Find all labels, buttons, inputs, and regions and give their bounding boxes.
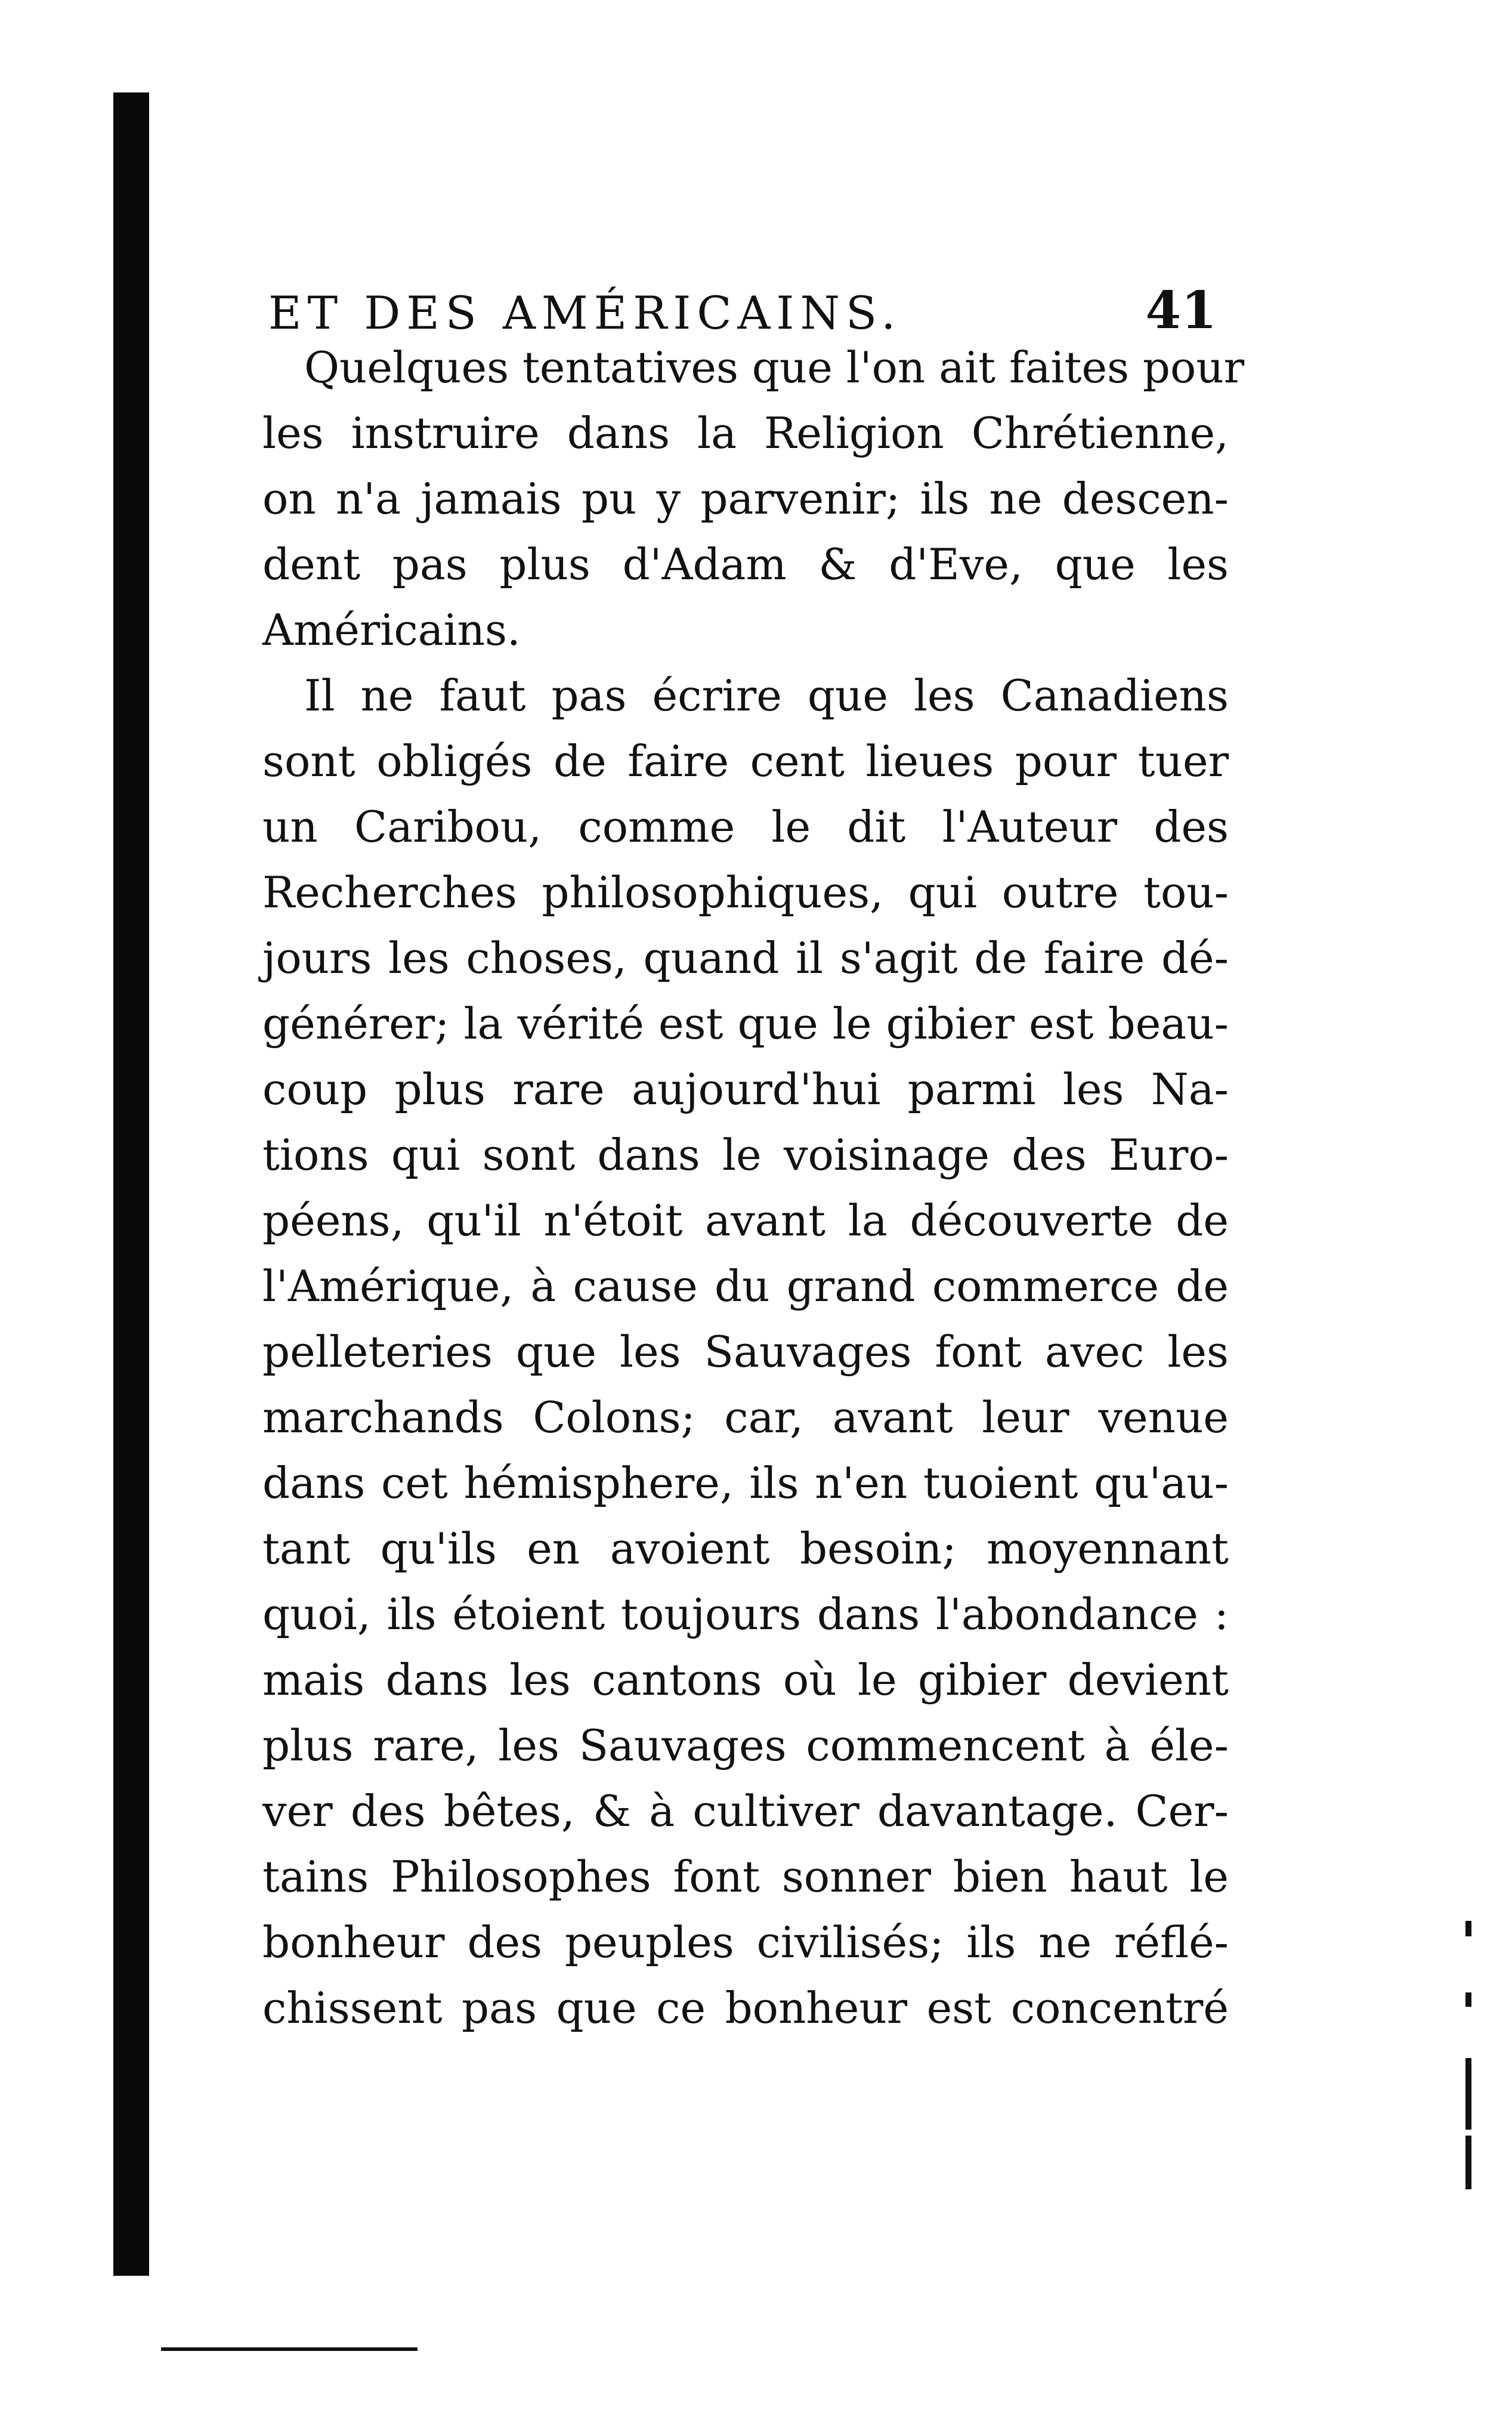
margin-specks — [1465, 1921, 1476, 2231]
text-line: Recherches philosophiques, qui outre tou- — [262, 867, 1229, 917]
text-line: bonheur des peuples civilisés; ils ne réflé- — [262, 1917, 1229, 1967]
page-header — [268, 280, 1217, 352]
speck — [1465, 2058, 1471, 2130]
text-line: sont obligés de faire cent lieues pour tuer — [262, 736, 1229, 786]
speck — [1465, 1992, 1471, 2007]
text-line: péens, qu'il n'étoit avant la découverte de — [262, 1195, 1229, 1246]
text-line: un Caribou, comme le dit l'Auteur des — [262, 802, 1229, 852]
body-text — [262, 342, 1245, 2207]
text-line: tains Philosophes font sonner bien haut le — [262, 1852, 1229, 1902]
text-line: ver des bêtes, & à cultiver davantage. Cer- — [262, 1786, 1229, 1836]
text-line: jours les choses, quand il s'agit de faire dé- — [262, 933, 1229, 983]
page-number: 41 — [1145, 280, 1217, 341]
speck — [1465, 1921, 1471, 1936]
text-line: l'Amérique, à cause du grand commerce de — [262, 1261, 1229, 1311]
text-line: Américains. — [262, 605, 521, 655]
text-line: quoi, ils étoient toujours dans l'abondance : — [262, 1589, 1229, 1639]
text-line: chissent pas que ce bonheur est concentré — [262, 1983, 1229, 2033]
text-line: on n'a jamais pu y parvenir; ils ne descen- — [262, 474, 1229, 524]
speck — [1465, 2136, 1471, 2189]
text-line: mais dans les cantons où le gibier devient — [262, 1655, 1229, 1705]
text-line: dent pas plus d'Adam & d'Eve, que les — [262, 539, 1229, 589]
text-line: dans cet hémisphere, ils n'en tuoient qu'au- — [262, 1458, 1229, 1508]
text-line: Il ne faut pas écrire que les Canadiens — [304, 671, 1229, 721]
text-line: générer; la vérité est que le gibier est beau- — [262, 999, 1229, 1049]
text-line: marchands Colons; car, avant leur venue — [262, 1392, 1229, 1442]
text-line: tant qu'ils en avoient besoin; moyennant — [262, 1524, 1229, 1574]
bottom-rule — [161, 2347, 418, 2351]
text-line: tions qui sont dans le voisinage des Euro- — [262, 1130, 1229, 1180]
running-head: ET DES AMÉRICAINS. — [268, 286, 902, 339]
text-line: pelleteries que les Sauvages font avec les — [262, 1327, 1229, 1377]
binding-edge-shadow — [113, 92, 149, 2276]
text-line: plus rare, les Sauvages commencent à éle- — [262, 1720, 1229, 1771]
text-line: les instruire dans la Religion Chrétienne, — [262, 408, 1229, 458]
text-line: coup plus rare aujourd'hui parmi les Na- — [262, 1064, 1229, 1114]
text-line: Quelques tentatives que l'on ait faites pour — [304, 342, 1245, 393]
